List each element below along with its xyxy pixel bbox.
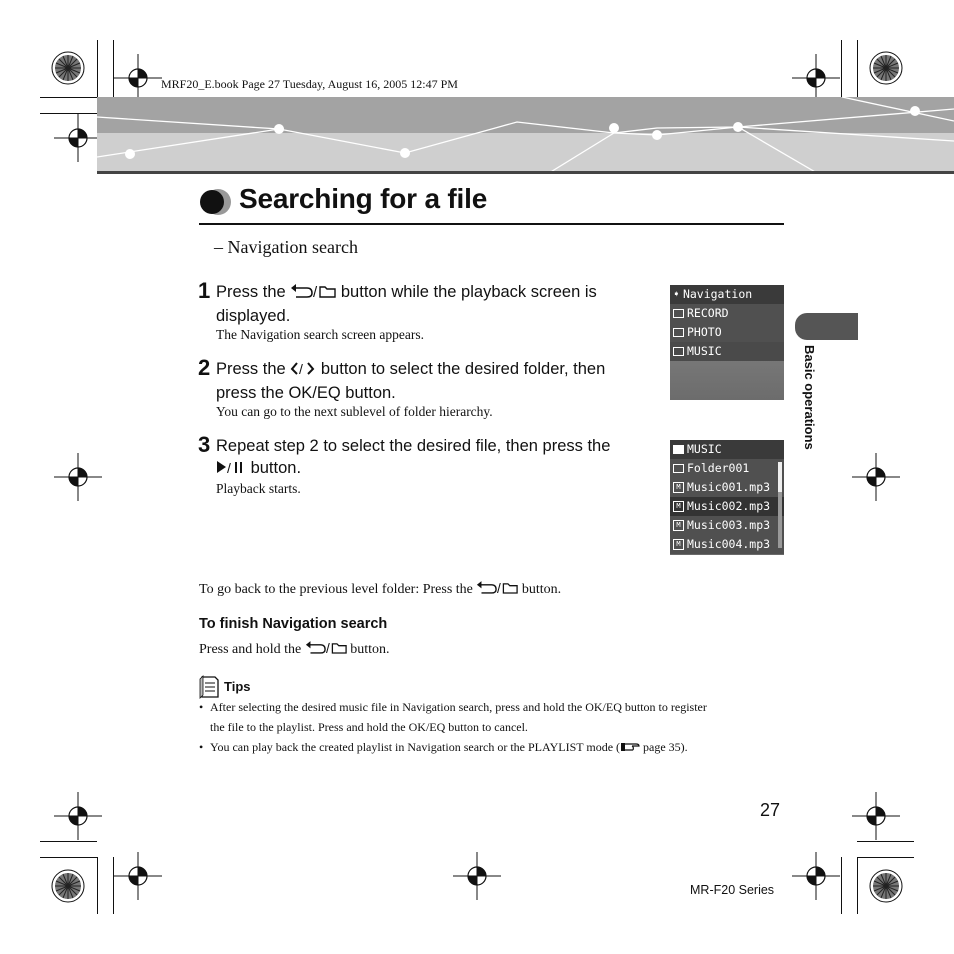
step-1-text bbox=[216, 281, 656, 327]
folder-icon bbox=[673, 347, 684, 356]
svg-text:/: / bbox=[325, 640, 330, 655]
title-rule bbox=[199, 223, 784, 225]
back-note-text-a: To go back to the previous level folder: Press the bbox=[199, 582, 477, 597]
step-2-number: 2 bbox=[198, 355, 211, 380]
music-file-icon: M bbox=[673, 482, 684, 493]
header-band-rule bbox=[97, 171, 954, 174]
step-1-number: 1 bbox=[198, 278, 211, 303]
folder-icon bbox=[673, 445, 684, 454]
step-2-text-c: press the OK/EQ button. bbox=[216, 384, 396, 402]
folder-icon bbox=[673, 464, 684, 473]
step-1-text-b: button while the playback screen is bbox=[336, 283, 597, 301]
reference-hand-icon bbox=[620, 739, 640, 759]
step-2-text-a: Press the bbox=[216, 360, 291, 378]
folder-icon bbox=[673, 328, 684, 337]
music-file-icon: M bbox=[673, 520, 684, 531]
back-folder-icon bbox=[476, 580, 518, 600]
back-note bbox=[199, 580, 561, 600]
section-side-label: Basic operations bbox=[802, 345, 817, 450]
music-file-icon: M bbox=[673, 501, 684, 512]
finish-text-b: button. bbox=[346, 642, 390, 657]
page-subtitle: – Navigation search bbox=[214, 237, 358, 257]
lcd2-row: Folder001 bbox=[670, 459, 784, 478]
finish-text bbox=[199, 640, 390, 660]
tip-2-text-a: You can play back the created playlist in Navigation search or the PLAYLIST mode ( bbox=[210, 740, 621, 754]
back-note-text-b: button. bbox=[518, 582, 562, 597]
lcd1-row-photo: PHOTO bbox=[670, 323, 784, 342]
step-3-text-b: button. bbox=[246, 459, 302, 477]
step-2-text-b: button to select the desired folder, then bbox=[316, 360, 606, 378]
tips-label: Tips bbox=[224, 679, 251, 694]
step-3-text bbox=[216, 435, 656, 481]
step-1-text-c: displayed. bbox=[216, 307, 291, 325]
svg-text:/: / bbox=[227, 460, 231, 475]
lcd1-row-record: RECORD bbox=[670, 304, 784, 323]
finish-heading: To finish Navigation search bbox=[199, 616, 388, 632]
tip-1-line-1: After selecting the desired music file in Navigation search, press and hold the OK/EQ button to register bbox=[210, 700, 707, 714]
lcd2-row: M Music004.mp3 bbox=[670, 535, 784, 554]
tips-memo-icon bbox=[199, 675, 221, 699]
step-1-text-a: Press the bbox=[216, 283, 291, 301]
svg-text:/: / bbox=[497, 580, 502, 595]
lcd2-header: MUSIC bbox=[670, 440, 784, 459]
title-bullet-icon bbox=[199, 187, 233, 217]
navigation-arrow-icon: ➧ bbox=[673, 287, 680, 301]
tip-1-line-2: the file to the playlist. Press and hold the OK/EQ button to cancel. bbox=[210, 720, 528, 734]
finish-text-a: Press and hold the bbox=[199, 642, 305, 657]
lcd2-scroll-thumb bbox=[778, 462, 782, 492]
page-title: Searching for a file bbox=[239, 183, 488, 214]
play-pause-icon bbox=[216, 459, 246, 481]
svg-text:/: / bbox=[313, 284, 318, 299]
series-footer: MR-F20 Series bbox=[690, 883, 775, 897]
music-folder-screen-image bbox=[670, 440, 784, 555]
svg-text:/: / bbox=[299, 361, 304, 376]
step-1-note: The Navigation search screen appears. bbox=[216, 327, 425, 342]
lcd2-row: M Music003.mp3 bbox=[670, 516, 784, 535]
book-header: MRF20_E.book Page 27 Tuesday, August 16, 2005 12:47 PM bbox=[161, 77, 458, 91]
step-3-note: Playback starts. bbox=[216, 481, 301, 496]
step-3-text-a: Repeat step 2 to select the desired file, then press the bbox=[216, 437, 611, 455]
back-folder-icon bbox=[290, 283, 336, 305]
lcd1-header: ➧ Navigation bbox=[670, 285, 784, 304]
tip-2-text-b: page 35). bbox=[640, 740, 688, 754]
step-2-note: You can go to the next sublevel of folder hierarchy. bbox=[216, 404, 493, 419]
music-file-icon: M bbox=[673, 539, 684, 550]
lcd2-row: M Music001.mp3 bbox=[670, 478, 784, 497]
lcd2-row-selected: M Music002.mp3 bbox=[670, 497, 784, 516]
lcd1-row-music: MUSIC bbox=[670, 342, 784, 361]
header-band bbox=[97, 97, 954, 173]
navigation-screen-image bbox=[670, 285, 784, 400]
folder-icon bbox=[673, 309, 684, 318]
back-folder-icon bbox=[305, 640, 347, 660]
lcd2-scrollbar bbox=[778, 462, 782, 548]
tip-1: • After selecting the desired music file in Navigation search, press and hold the OK/EQ button to register the file to the playlist. Press and hold the OK/EQ button to cancel. bbox=[199, 700, 707, 734]
tip-2: • You can play back the created playlist in Navigation search or the PLAYLIST mode ( page 35). bbox=[199, 737, 789, 759]
section-tab bbox=[795, 313, 858, 340]
left-right-icon bbox=[290, 360, 316, 382]
step-2-text bbox=[216, 358, 656, 404]
page-number: 27 bbox=[760, 800, 781, 820]
step-3-number: 3 bbox=[198, 432, 211, 457]
